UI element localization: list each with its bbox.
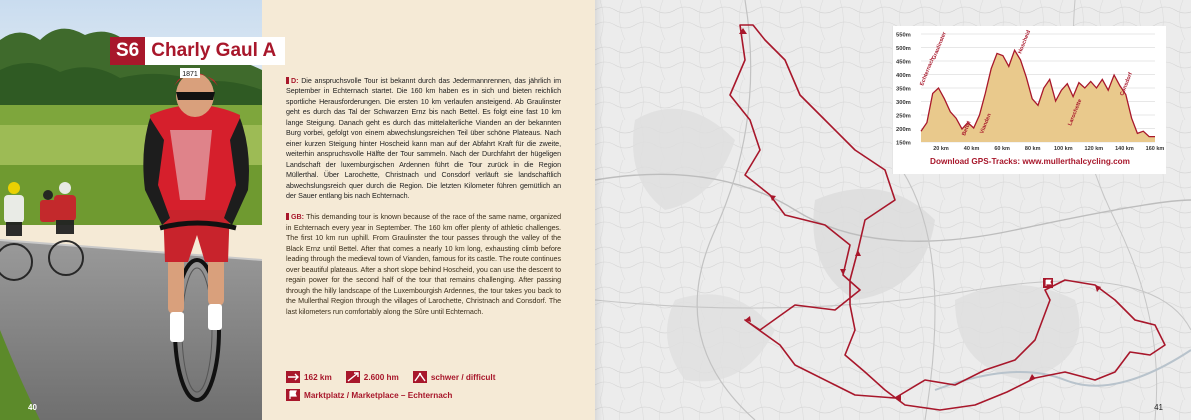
y-tick-label: 500m	[896, 46, 911, 52]
y-tick-label: 550m	[896, 32, 911, 39]
place-label: Hoscheid	[1017, 29, 1033, 55]
tour-stats	[286, 370, 576, 406]
elevation-chart	[893, 26, 1167, 156]
tour-code: S6	[110, 37, 145, 65]
x-tick-label: 80 km	[1024, 146, 1041, 152]
page-number-left: 40	[28, 403, 37, 412]
y-tick-label: 250m	[896, 113, 911, 120]
elevation-icon	[346, 371, 360, 383]
x-tick-label: 40 km	[963, 146, 980, 152]
stats-row	[286, 370, 576, 384]
elevation-profile	[892, 26, 1166, 174]
x-tick-label: 20 km	[933, 146, 949, 152]
text-gb: This demanding tour is known because of the race of the same name, organized in Echternach every year in September. The 160 km offer plenty of athletic challenges. The first 10 km run uphill. From Graulinster the tour passes through the valley of the Black Ernz until Bettel. After that comes a nearly 10 km long, exhausting climb before leading through the medieval town of Vianden, famous for its castle. The route continues over beautiful plateaus. After a short slope behind Hoscheid, you can use the descent to regain power for the second half of the tour that remains challenging. After passing through the hilly landscape of the Luxembourgish Ardennes, the tour takes you back to the Mullerthal Region through the villages of Larochette, Christnach and Consdorf. The last kilometers run comfortably along the Sûre until Echternach.	[286, 213, 561, 316]
x-tick-label: 60 km	[994, 146, 1010, 152]
place-label: Echternach	[919, 56, 937, 87]
y-tick-label: 450m	[896, 59, 911, 66]
x-tick-label: 160 km	[1145, 146, 1165, 152]
description-german	[286, 76, 561, 201]
tour-name: Charly Gaul A	[151, 40, 277, 61]
stat-start: Marktplatz / Marketplace – Echternach	[286, 389, 452, 401]
y-tick-label: 350m	[896, 86, 911, 93]
stat-distance: 162 km	[286, 371, 332, 383]
lang-tag-gb: GB:	[286, 213, 304, 221]
x-tick-label: 140 km	[1115, 146, 1134, 152]
place-label: Graulinster	[931, 31, 948, 61]
page-number-right: 41	[1154, 403, 1163, 412]
place-label: Vianden	[979, 112, 993, 135]
stat-elevation: 2.600 hm	[346, 371, 399, 383]
start-marker	[1043, 278, 1053, 288]
text-de: Die anspruchsvolle Tour ist bekannt durch das Jedermannrennen, das jährlich im September in Echternach startet. Die 160 km haben es in sich und bieten reichlich sportliche Herausforderungen. Die ersten 10 km verlaufen ansteigend. Ab Graulinster geht es durch das Tal der Schwarzen Ernz bis nach Bettel. Es folgt eine fast 10 km lange Steigung. Danach geht es durch das mittelalterliche Vianden an der bekannten Burg vorbei, gefolgt von einem abwechslungsreichen Teil über schöne Plateaus. Nach einer kurzen Steigung hinter Hoscheid kann man auf der Abfahrt Kraft für die zweite, weiterhin anspruchsvolle Hälfte der Tour sammeln. Nach der Durchfahrt der hügeligen Landschaft der luxemburgischen Ardennen führt die Tour zurück in die Region Müllerthal. Über Larochette, Christnach und Consdorf verläuft sie landschaftlich abwechslungsreich quer durch die Region. Die letzten Kilometer führen gemütlich an der Sauer entlang bis nach Echternach.	[286, 77, 561, 200]
y-tick-label: 300m	[896, 100, 911, 106]
download-gps-link[interactable]: Download GPS-Tracks: www.mullerthalcycling.com	[930, 157, 1130, 166]
description-column	[286, 76, 561, 317]
difficulty-icon	[413, 371, 427, 383]
description-english	[286, 212, 561, 317]
marker-icon	[286, 77, 289, 84]
stat-difficulty: schwer / difficult	[413, 371, 496, 383]
y-tick-label: 200m	[896, 127, 911, 133]
distance-icon	[286, 371, 300, 383]
x-tick-label: 120 km	[1084, 146, 1104, 152]
marker-icon	[286, 213, 289, 220]
place-label: Larochette	[1067, 98, 1084, 127]
rider-number: 1871	[182, 71, 198, 78]
y-tick-label: 150m	[896, 140, 911, 147]
right-page	[595, 0, 1191, 420]
place-label: Bettel	[961, 120, 973, 137]
x-tick-label: 100 km	[1053, 146, 1073, 152]
elevation-area	[921, 50, 1155, 142]
y-tick-label: 400m	[896, 73, 911, 79]
left-page	[0, 0, 595, 420]
start-row	[286, 388, 576, 402]
flag-icon	[286, 389, 300, 401]
lang-tag-de: D:	[286, 77, 298, 85]
place-label: Consdorf	[1119, 71, 1135, 97]
tour-title	[110, 37, 285, 65]
